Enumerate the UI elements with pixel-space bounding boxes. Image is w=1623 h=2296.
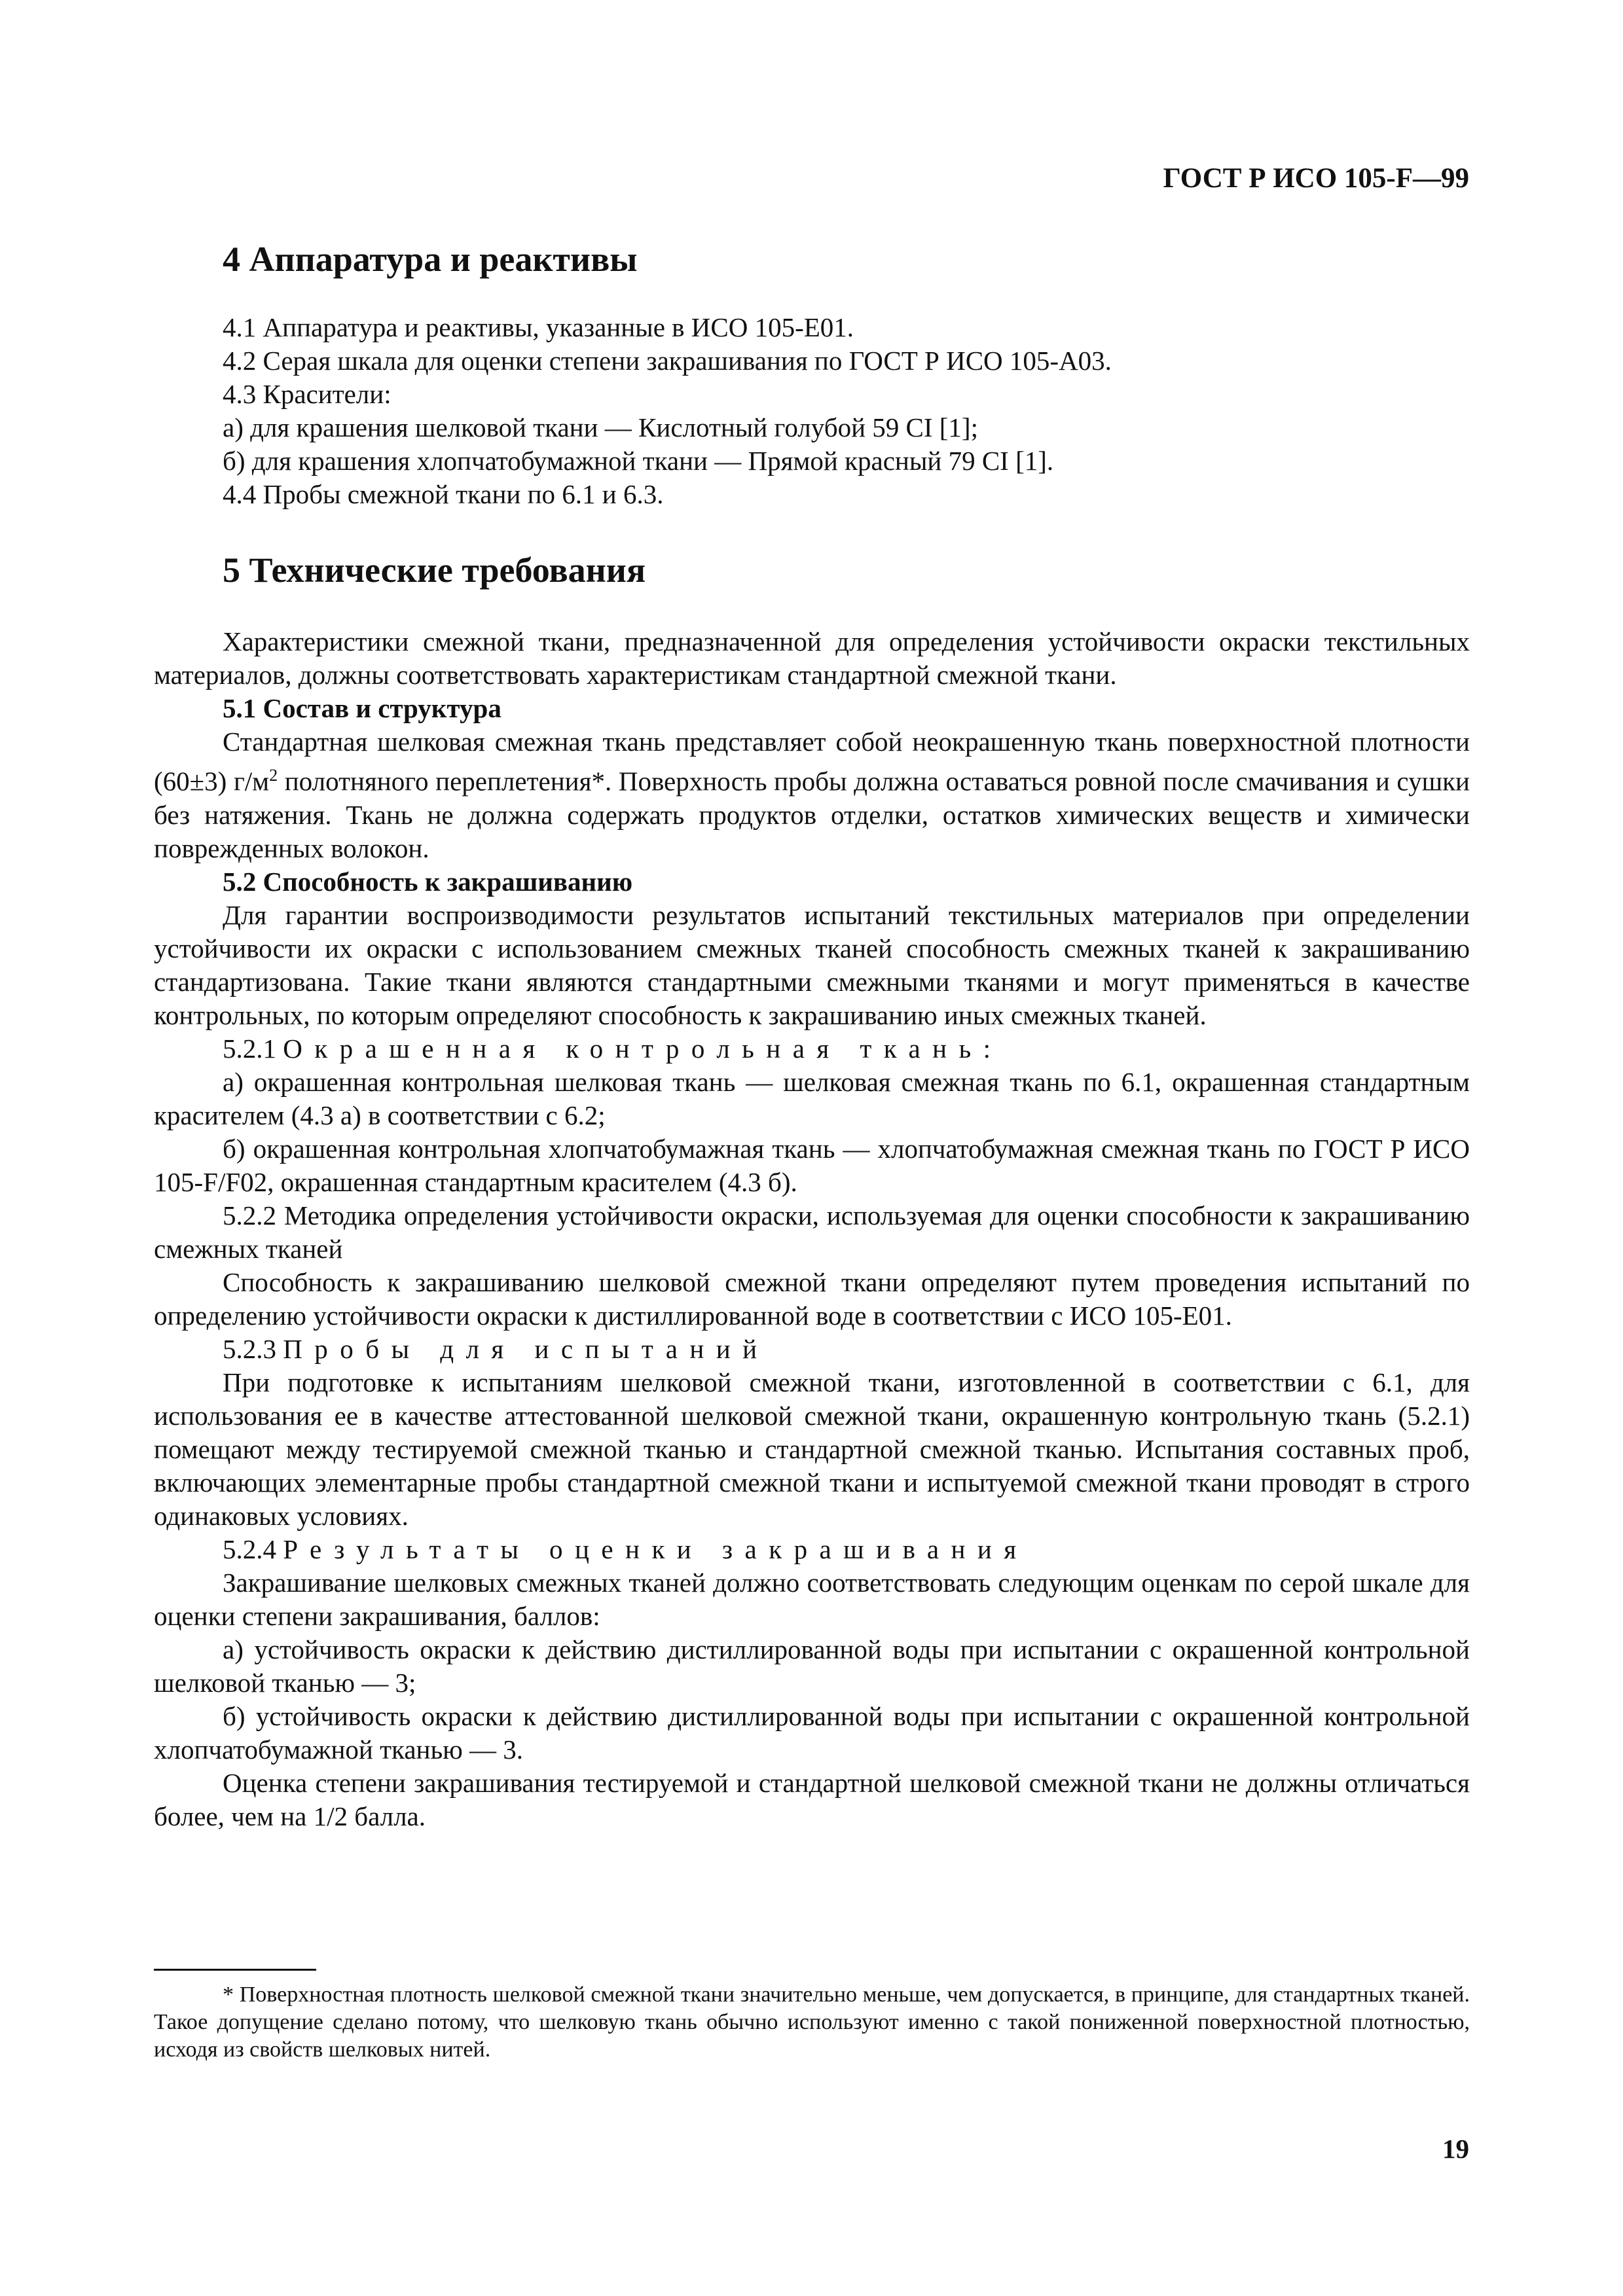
subsection-5-1-text-part: полотняного переплетения*. Поверхность пробы должна оставаться ровной после смачивания и сушки без натяжения. Ткань не должна содержать продуктов отделки, остатков химических веществ и химически поврежденных волокон. xyxy=(154,766,1470,863)
list-item: б) окрашенная контрольная хлопчатобумажная ткань — хлопчатобумажная смежная ткань по ГОСТ Р ИСО 105-F/F02, окрашенная стандартным красителем (4.3 б). xyxy=(154,1133,1470,1197)
subsection-5-2-text: Для гарантии воспроизводимости результатов испытаний текстильных материалов при определении устойчивости их окраски с использованием смежных тканей способность смежных тканей к закрашиванию стандартизована. Такие ткани являются стандартными смежными тканями и могут применяться в качестве контрольных, по которым определяют способность к закрашиванию иных смежных тканей. xyxy=(154,899,1470,1030)
subsection-5-2-2-text: Способность к закрашиванию шелковой смежной ткани определяют путем проведения испытаний по определению устойчивости окраски к дистиллированной воде в соответствии с ИСО 105-Е01. xyxy=(154,1266,1470,1331)
colon: : xyxy=(983,1033,991,1064)
list-item: 4.4 Пробы смежной ткани по 6.1 и 6.3. xyxy=(223,479,664,509)
subsection-number: 5.2.4 xyxy=(223,1534,283,1564)
subsection-5-2-2-title: 5.2.2 Методика определения устойчивости окраски, используемая для оценки способности к закрашиванию смежных тканей xyxy=(154,1200,1470,1264)
list-item: б) для крашения хлопчатобумажной ткани — Прямой красный 79 CI [1]. xyxy=(223,446,1054,476)
list-item: 4.1 Аппаратура и реактивы, указанные в ИСО 105-Е01. xyxy=(223,312,854,342)
subsection-5-2-4-final: Оценка степени закрашивания тестируемой и стандартной шелковой смежной ткани не должны отличаться более, чем на 1/2 балла. xyxy=(154,1767,1470,1831)
page-number: 19 xyxy=(1442,2134,1469,2164)
spaced-title: Окрашенная контрольная ткань xyxy=(283,1033,983,1064)
spaced-title: Пробы для испытаний xyxy=(283,1333,769,1364)
superscript: 2 xyxy=(269,766,278,785)
subsection-5-2-title: 5.2 Способность к закрашиванию xyxy=(223,866,633,897)
subsection-number: 5.2.1 xyxy=(223,1033,283,1064)
subsection-5-2-4-text: Закрашивание шелковых смежных тканей должно соответствовать следующим оценкам по серой шкале для оценки степени закрашивания, баллов: xyxy=(154,1567,1470,1631)
subsection-5-1-title: 5.1 Состав и структура xyxy=(223,693,501,723)
section-5-title: 5 Технические требования xyxy=(223,550,646,590)
list-item: 4.2 Серая шкала для оценки степени закрашивания по ГОСТ Р ИСО 105-А03. xyxy=(223,346,1112,376)
subsection-5-1-text xyxy=(154,725,1470,865)
spaced-title: Результаты оценки закрашивания xyxy=(283,1534,1029,1564)
section-4-title: 4 Аппаратура и реактивы xyxy=(223,240,638,279)
list-item: а) для крашения шелковой ткани — Кислотный голубой 59 CI [1]; xyxy=(223,412,978,442)
section-5-intro: Характеристики смежной ткани, предназначенной для определения устойчивости окраски текстильных материалов, должны соответствовать характеристикам стандартной смежной ткани. xyxy=(154,626,1470,690)
subsection-5-2-4-heading xyxy=(154,1533,1470,1566)
footnote xyxy=(154,1981,1470,2064)
subsection-5-2-3-text: При подготовке к испытаниям шелковой смежной ткани, изготовленной в соответствии с 6.1, для использования ее в качестве аттестованной шелковой смежной ткани, окрашенную контрольную ткань (5.2.1) помещают между тестируемой смежной тканью и стандартной смежной тканью. Испытания составных проб, включающих элементарные пробы стандартной смежной ткани и испытуемой смежной ткани проводят в строго одинаковых условиях. xyxy=(154,1367,1470,1531)
section-4-list xyxy=(223,311,1470,511)
list-item: 4.3 Красители: xyxy=(223,379,392,409)
footnote-divider xyxy=(154,1969,316,1971)
section-5-body xyxy=(154,625,1470,1833)
list-item: б) устойчивость окраски к действию дистиллированной воды при испытании с окрашенной контрольной хлопчатобумажной тканью — 3. xyxy=(154,1700,1470,1765)
standard-header: ГОСТ Р ИСО 105-F—99 xyxy=(1163,163,1469,194)
subsection-5-2-1-heading xyxy=(154,1032,1470,1066)
subsection-number: 5.2.3 xyxy=(223,1333,283,1364)
list-item: а) окрашенная контрольная шелковая ткань — шелковая смежная ткань по 6.1, окрашенная стандартным красителем (4.3 а) в соответствии с 6.2; xyxy=(154,1066,1470,1130)
footnote-text: * Поверхностная плотность шелковой смежной ткани значительно меньше, чем допускается, в принципе, для стандартных тканей. Такое допущение сделано потому, что шелковую ткань обычно используют именно с такой пониженной поверхностной плотностью, исходя из свойств шелковых нитей. xyxy=(154,1982,1470,2062)
subsection-5-1-text-part: Стандартная шелковая смежная ткань представляет собой неокрашенную ткань поверхностной плотности (60±3) г/м xyxy=(154,726,1470,797)
list-item: а) устойчивость окраски к действию дистиллированной воды при испытании с окрашенной контрольной шелковой тканью — 3; xyxy=(154,1634,1470,1698)
subsection-5-2-3-heading xyxy=(154,1333,1470,1366)
